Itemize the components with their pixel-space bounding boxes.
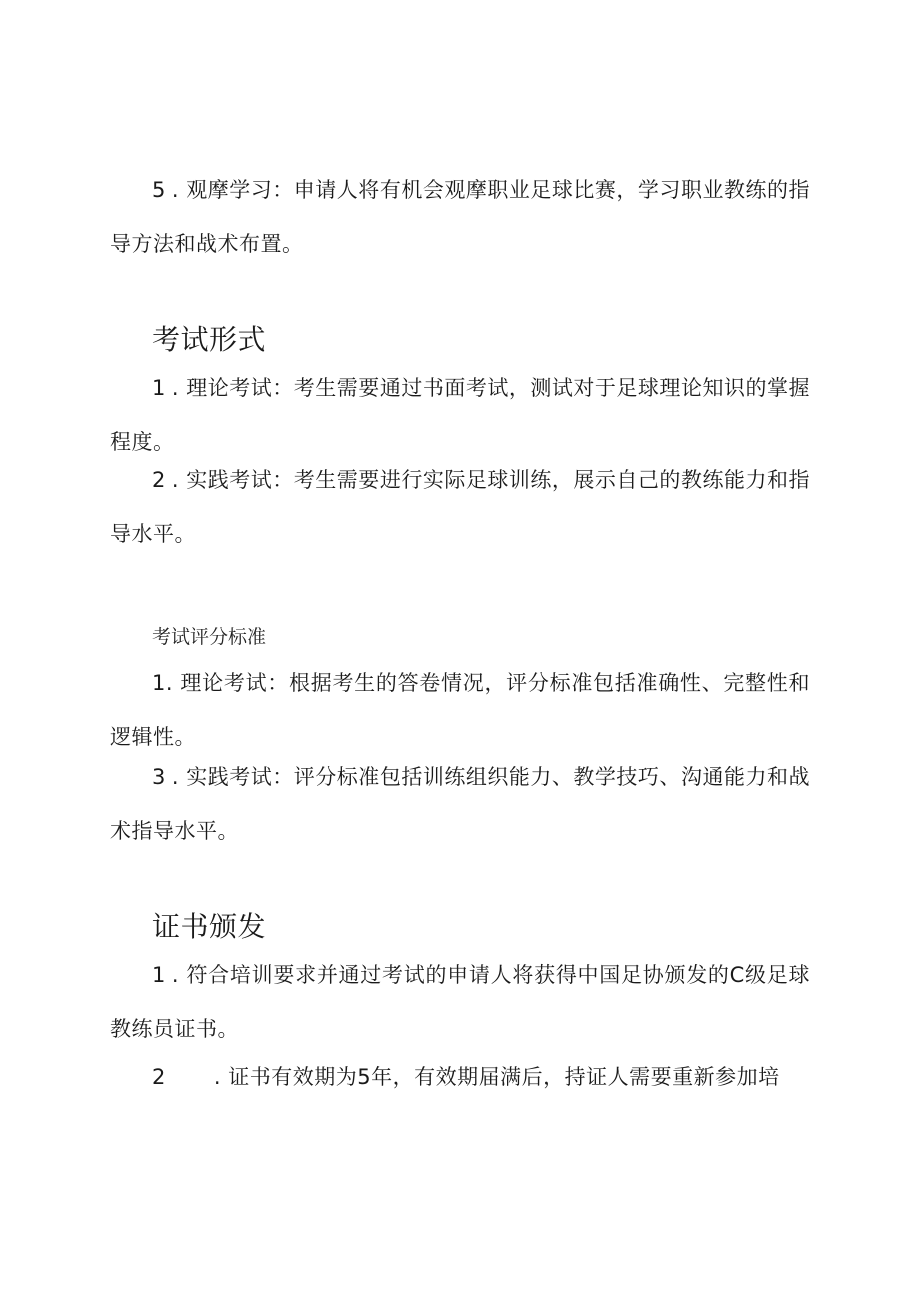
item-text: . 实践考试：评分标准包括训练组织能力、教学技巧、沟通能力和战术指导水平。	[110, 765, 810, 843]
item-text: . 实践考试：考生需要进行实际足球训练，展示自己的教练能力和指导水平。	[110, 468, 810, 546]
certificate-validity-paragraph	[110, 1050, 810, 1104]
theory-scoring-paragraph	[110, 656, 810, 764]
observation-learning-paragraph	[110, 163, 810, 271]
section-heading-certificate: 证书颁发	[152, 910, 267, 943]
item-number: 1	[152, 963, 166, 987]
section-heading-exam-scoring: 考试评分标准	[152, 626, 267, 648]
item-number: 1	[152, 376, 166, 400]
section-heading-exam-form: 考试形式	[152, 323, 267, 356]
item-text: . 理论考试：考生需要通过书面考试，测试对于足球理论知识的掌握程度。	[110, 376, 810, 454]
item-number: 5	[152, 178, 166, 202]
item-number: 3	[152, 765, 166, 789]
item-text: . 符合培训要求并通过考试的申请人将获得中国足协颁发的C级足球教练员证书。	[110, 963, 810, 1041]
practice-exam-paragraph	[110, 453, 810, 561]
item-text: . 观摩学习：申请人将有机会观摩职业足球比赛，学习职业教练的指导方法和战术布置。	[110, 178, 810, 256]
certificate-issue-paragraph	[110, 948, 810, 1056]
item-number: 2	[152, 468, 166, 492]
item-text: . 证书有效期为5年，有效期届满后，持证人需要重新参加培	[213, 1065, 780, 1089]
practice-scoring-paragraph	[110, 750, 810, 858]
item-text: 1. 理论考试：根据考生的答卷情况，评分标准包括准确性、完整性和逻辑性。	[110, 671, 810, 749]
item-number: 2	[152, 1065, 166, 1089]
